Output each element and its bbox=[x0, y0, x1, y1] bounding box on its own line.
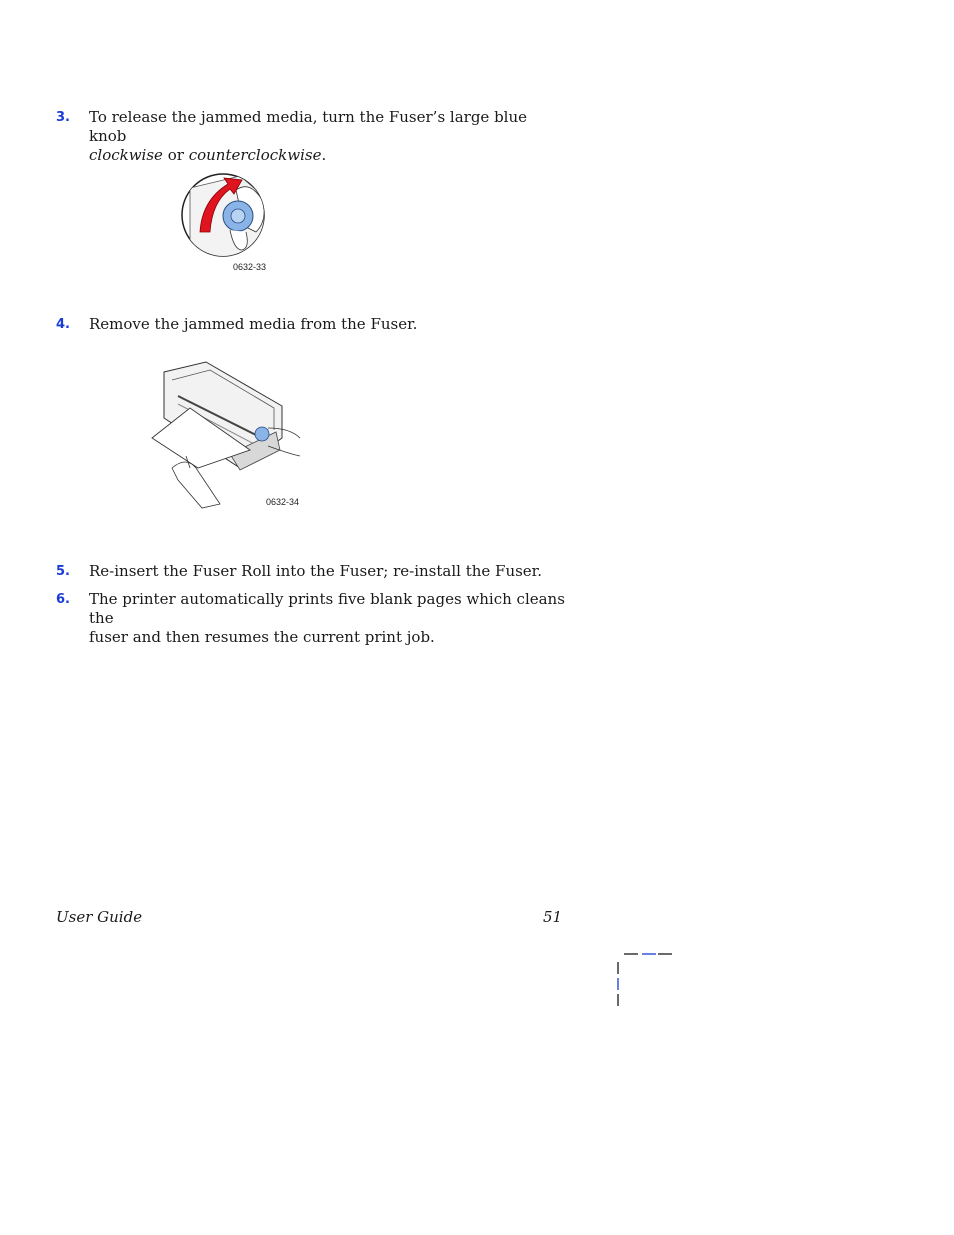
step-number: 3. bbox=[56, 110, 70, 125]
emphasis-counterclockwise: counterclockwise bbox=[188, 146, 322, 164]
step-number: 5. bbox=[56, 564, 70, 579]
step-text: Remove the jammed media from the Fuser. bbox=[89, 315, 418, 333]
fuser-media-removal-illustration bbox=[150, 358, 305, 510]
step-text-line: The printer automatically prints five blank pages which cleans the bbox=[89, 590, 565, 627]
figure-caption: 0632-33 bbox=[233, 262, 267, 272]
step-number: 6. bbox=[56, 592, 70, 607]
step-text: Re-insert the Fuser Roll into the Fuser; re-install the Fuser. bbox=[89, 562, 542, 580]
step-text bbox=[89, 108, 569, 165]
step-text-line: To release the jammed media, turn the Fuser’s large blue knob bbox=[89, 108, 528, 145]
page-navigation-controls[interactable] bbox=[612, 948, 676, 1008]
step-text-line: fuser and then resumes the current print job. bbox=[89, 628, 435, 646]
emphasis-clockwise: clockwise bbox=[89, 146, 163, 164]
period-text: . bbox=[321, 146, 327, 164]
figure-caption: 0632-34 bbox=[266, 497, 300, 507]
footer-title: User Guide bbox=[56, 908, 143, 926]
step-number: 4. bbox=[56, 317, 70, 332]
connector-text: or bbox=[162, 146, 189, 164]
page-number: 51 bbox=[543, 908, 563, 926]
step-text-line bbox=[89, 146, 569, 165]
fuser-knob-illustration bbox=[180, 170, 270, 260]
step-text bbox=[89, 590, 569, 647]
